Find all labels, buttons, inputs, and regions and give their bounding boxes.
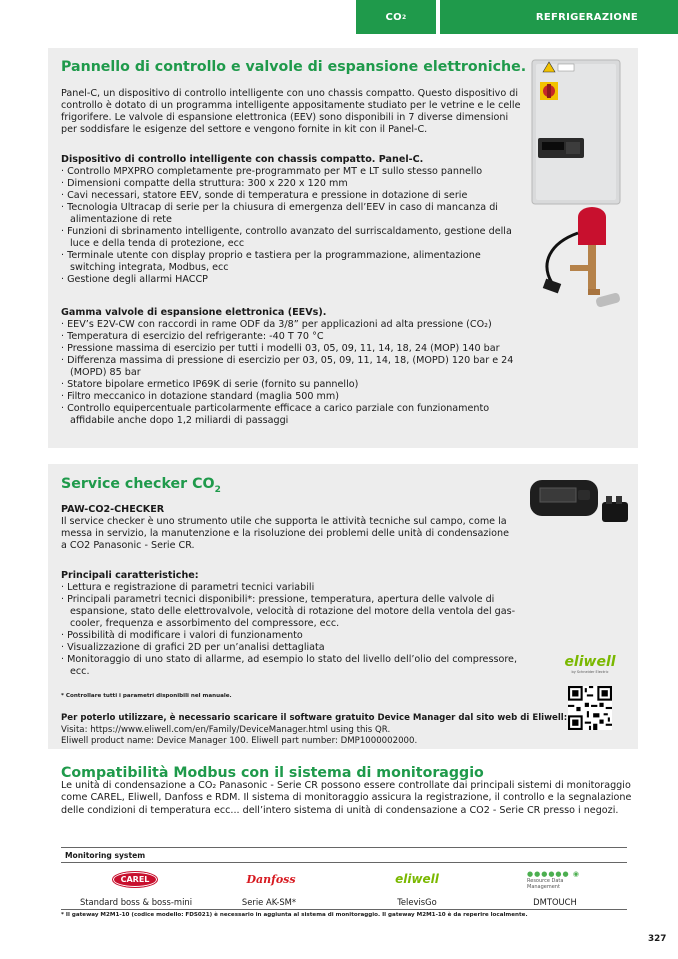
list-item: · Temperatura di esercizio del refrigerante: -40 T 70 °C bbox=[61, 331, 324, 342]
list-item: · Pressione massima di esercizio per tutti i modelli 03, 05, 09, 11, 14, 18, 24 (MOP) 140 bar bbox=[61, 343, 500, 354]
valves-heading: Gamma valvole di espansione elettronica (EEVs). bbox=[61, 307, 327, 318]
panel-c-title: Pannello di controllo e valvole di espansione elettroniche. bbox=[61, 59, 527, 75]
danfoss-logo-text: Danfoss bbox=[246, 872, 296, 886]
service-checker-title-sub: 2 bbox=[214, 484, 221, 495]
eliwell-small-text: eliwell bbox=[395, 872, 439, 886]
features-heading: Principali caratteristiche: bbox=[61, 570, 199, 581]
features-section bbox=[61, 570, 531, 678]
modbus-body: Le unità di condensazione a CO₂ Panasonic - Serie CR possono essere controllate dai principali sistemi di monitoraggio come CAREL, Eliwell, Danfoss e RDM. Il sistema di monitoraggio assicura la registrazione, il controllo e la segnalazione delle condizioni di temperatura ecc... dell’intero sistema di unità di condensazione a CO2 - Serie CR presso i negozi. bbox=[61, 780, 632, 816]
list-item: · Tecnologia Ultracap di serie per la chiusura di emergenza dell’EEV in caso di mancanza di alimentazione di rete bbox=[61, 202, 498, 225]
divider bbox=[61, 909, 627, 910]
valves-section bbox=[61, 307, 526, 427]
system-name: Standard boss & boss-mini bbox=[79, 897, 193, 907]
system-name: DMTOUCH bbox=[533, 897, 577, 907]
system-name: TelevisGo bbox=[397, 897, 437, 907]
eliwell-tag: by Schneider Electric bbox=[571, 670, 609, 674]
list-item: · Principali parametri tecnici disponibili*: pressione, temperatura, apertura delle valvole di espansione, stato delle elettrovalvole, velocità di rotazione del motore della ventola del gas-cooler, frequenza e assorbimento del compressore, ecc. bbox=[61, 594, 516, 629]
device-section bbox=[61, 154, 526, 286]
description: Il service checker è uno strumento utile che supporta le attività tecniche sul campo, come la messa in servizio, la manutenzione e la risoluzione dei problemi delle unità di condensazione a CO2 Panasonic - Serie CR. bbox=[61, 516, 509, 551]
list-item: · Differenza massima di pressione di esercizio per 03, 05, 09, 11, 14, 18, (MOPD) 120 bar e 24 (MOPD) 85 bar bbox=[61, 355, 514, 378]
tab-refrigerazione-label: REFRIGERAZIONE bbox=[535, 11, 638, 23]
tab-co2-label: CO bbox=[385, 11, 402, 23]
service-checker-title bbox=[61, 476, 221, 495]
list-item: · Statore bipolare ermetico IP69K di serie (fornito su pannello) bbox=[61, 379, 359, 390]
download-heading: Per poterlo utilizzare, è necessario scaricare il software gratuito Device Manager dal sito web di Eliwell: bbox=[61, 713, 568, 723]
list-item: · Cavi necessari, statore EEV, sonde di temperatura e pressione in dotazione di serie bbox=[61, 190, 468, 201]
tab-refrigerazione[interactable] bbox=[440, 0, 678, 34]
qr-code-image[interactable] bbox=[568, 686, 612, 730]
service-checker-desc bbox=[61, 504, 516, 552]
list-item: · Terminale utente con display proprio e tastiera per la programmazione, alimentazione switching integrata, Modbus, ecc bbox=[61, 250, 481, 273]
tab-co2[interactable] bbox=[356, 0, 436, 34]
modbus-footnote: * Il gateway M2M1-10 (codice modello: FDS021) è necessario in aggiunta al sistema di monitoraggio. Il gateway M2M1-10 è da reperire localmente. bbox=[61, 912, 528, 918]
divider bbox=[61, 847, 627, 848]
panel-c-cabinet-image bbox=[528, 58, 624, 208]
rdm-dots-icon: ●●●●●● ◉ bbox=[527, 870, 580, 878]
service-checker-title-text: Service checker CO bbox=[61, 476, 215, 492]
list-item: · Dimensioni compatte della struttura: 300 x 220 x 120 mm bbox=[61, 178, 348, 189]
eliwell-logo-small bbox=[387, 866, 447, 892]
list-item: · Filtro meccanico in dotazione standard (maglia 500 mm) bbox=[61, 391, 339, 402]
monitoring-label: Monitoring system bbox=[65, 851, 146, 860]
list-item: · EEV’s E2V-CW con raccordi in rame ODF da 3/8” per applicazioni ad alta pressione (CO₂) bbox=[61, 319, 492, 330]
carel-logo bbox=[113, 868, 157, 890]
monitoring-systems bbox=[61, 846, 627, 910]
list-item: · Controllo MPXPRO completamente pre-programmato per MT e LT sullo stesso pannello bbox=[61, 166, 483, 177]
carel-logo-text: CAREL bbox=[112, 871, 159, 888]
list-item: · Gestione degli allarmi HACCP bbox=[61, 274, 208, 285]
panel-c-intro: Panel-C, un dispositivo di controllo intelligente con uno chassis compatto. Questo dispositivo di controllo è dotato di un programma intelligente appositamente studiato per le vetrine e le celle frigorifere. Le valvole di espansione elettronica (EEV) sono disponibili in 7 diverse dimensioni per soddisfare le esigenze del settore e vengono fornite in kit con il Panel-C. bbox=[61, 88, 521, 135]
list-item: · Lettura e registrazione di parametri tecnici variabili bbox=[61, 582, 315, 593]
panel-c-section bbox=[48, 48, 638, 448]
rdm-logo bbox=[527, 866, 587, 894]
modbus-title: Compatibilità Modbus con il sistema di monitoraggio bbox=[61, 765, 484, 781]
divider bbox=[61, 862, 627, 863]
list-item: · Visualizzazione di grafici 2D per un’analisi dettagliata bbox=[61, 642, 325, 653]
rdm-logo-text: Resource Data Management bbox=[527, 878, 564, 890]
eliwell-logo bbox=[560, 654, 620, 674]
header-bar bbox=[0, 0, 678, 34]
danfoss-logo bbox=[241, 868, 301, 890]
device-heading: Dispositivo di controllo intelligente con chassis compatto. Panel-C. bbox=[61, 154, 424, 165]
product-info: Eliwell product name: Device Manager 100. Eliwell part number: DMP1000002000. bbox=[61, 736, 418, 746]
page-number: 327 bbox=[648, 934, 667, 944]
system-name: Serie AK-SM* bbox=[241, 897, 297, 907]
list-item: · Controllo equipercentuale particolarmente efficace a carico parziale con funzionamento affidabile anche dopo 1,2 miliardi di passaggi bbox=[61, 403, 490, 426]
visit-link[interactable]: Visita: https://www.eliwell.com/en/Family/DeviceManager.html using this QR. bbox=[61, 724, 391, 735]
download-info bbox=[61, 713, 621, 748]
service-checker-section bbox=[48, 464, 638, 749]
checker-device-image bbox=[524, 476, 634, 526]
eliwell-logo-text: eliwell bbox=[564, 654, 616, 670]
eev-valve-image bbox=[530, 203, 630, 318]
model-code: PAW-CO2-CHECKER bbox=[61, 504, 165, 515]
features-footnote: * Controllare tutti i parametri disponibili nel manuale. bbox=[61, 693, 232, 699]
list-item: · Funzioni di sbrinamento intelligente, controllo avanzato del surriscaldamento, gestione della luce e della tenda di protezione, ecc bbox=[61, 226, 512, 249]
tab-co2-sub: 2 bbox=[401, 13, 407, 21]
list-item: · Possibilità di modificare i valori di funzionamento bbox=[61, 630, 303, 641]
list-item: · Monitoraggio di uno stato di allarme, ad esempio lo stato del livello dell’olio del compressore, ecc. bbox=[61, 654, 518, 677]
